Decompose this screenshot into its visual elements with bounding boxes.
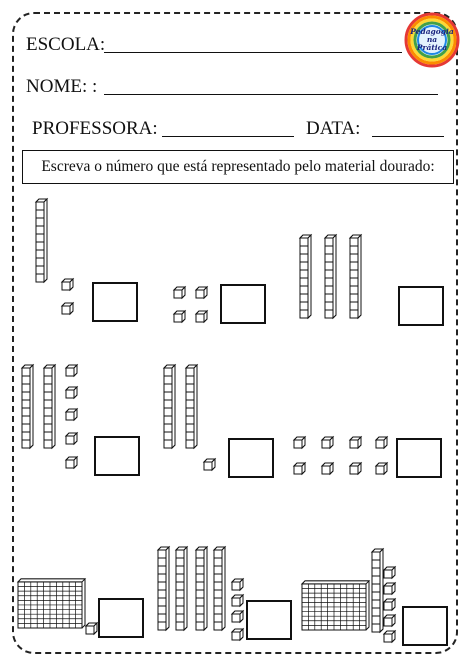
hundred-flat bbox=[302, 581, 369, 630]
unit-cube bbox=[384, 631, 395, 642]
unit-cube bbox=[86, 623, 97, 634]
ten-rod bbox=[300, 235, 311, 318]
ten-rod bbox=[214, 547, 225, 630]
unit-cube bbox=[174, 311, 185, 322]
answer-box-4[interactable] bbox=[94, 436, 140, 476]
exercise-7 bbox=[18, 579, 97, 634]
teacher-label: PROFESSORA: bbox=[32, 118, 158, 139]
hundred-flat bbox=[18, 579, 85, 628]
logo-text-2: na bbox=[426, 35, 438, 44]
unit-cube bbox=[376, 463, 387, 474]
ten-rod bbox=[186, 365, 197, 448]
ten-rod bbox=[372, 549, 383, 632]
logo-text-1: Pedagogia bbox=[410, 27, 454, 36]
answer-box-3[interactable] bbox=[398, 286, 444, 326]
ten-rod bbox=[350, 235, 361, 318]
ten-rod bbox=[176, 547, 187, 630]
unit-cube bbox=[232, 611, 243, 622]
exercise-5 bbox=[164, 365, 215, 470]
unit-cube bbox=[350, 463, 361, 474]
unit-cube bbox=[384, 615, 395, 626]
exercise-8 bbox=[158, 547, 243, 640]
unit-cube bbox=[384, 599, 395, 610]
unit-cube bbox=[62, 279, 73, 290]
exercise-9 bbox=[302, 549, 395, 642]
exercise-2 bbox=[174, 287, 207, 322]
answer-box-5[interactable] bbox=[228, 438, 274, 478]
unit-cube bbox=[384, 567, 395, 578]
ten-rod bbox=[44, 365, 55, 448]
answer-box-7[interactable] bbox=[98, 598, 144, 638]
instruction-box: Escreva o número que está representado pelo material dourado: bbox=[22, 150, 454, 184]
exercise-6 bbox=[294, 437, 387, 474]
answer-box-8[interactable] bbox=[246, 600, 292, 640]
answer-box-1[interactable] bbox=[92, 282, 138, 322]
unit-cube bbox=[322, 437, 333, 448]
ten-rod bbox=[196, 547, 207, 630]
unit-cube bbox=[294, 437, 305, 448]
unit-cube bbox=[376, 437, 387, 448]
unit-cube bbox=[232, 595, 243, 606]
unit-cube bbox=[66, 409, 77, 420]
name-label: NOME: : bbox=[26, 76, 98, 97]
ten-rod bbox=[36, 199, 47, 282]
school-label: ESCOLA: bbox=[26, 34, 106, 55]
unit-cube bbox=[232, 629, 243, 640]
logo-text-3: Prática bbox=[416, 43, 448, 52]
ten-rod bbox=[164, 365, 175, 448]
unit-cube bbox=[294, 463, 305, 474]
ten-rod bbox=[22, 365, 33, 448]
unit-cube bbox=[66, 433, 77, 444]
unit-cube bbox=[322, 463, 333, 474]
unit-cube bbox=[204, 459, 215, 470]
exercise-3 bbox=[300, 235, 361, 318]
unit-cube bbox=[196, 311, 207, 322]
unit-cube bbox=[66, 387, 77, 398]
exercise-1 bbox=[36, 199, 73, 314]
unit-cube bbox=[66, 457, 77, 468]
unit-cube bbox=[196, 287, 207, 298]
unit-cube bbox=[350, 437, 361, 448]
answer-box-6[interactable] bbox=[396, 438, 442, 478]
unit-cube bbox=[384, 583, 395, 594]
unit-cube bbox=[62, 303, 73, 314]
exercise-4 bbox=[22, 365, 77, 468]
ten-rod bbox=[325, 235, 336, 318]
unit-cube bbox=[66, 365, 77, 376]
ten-rod bbox=[158, 547, 169, 630]
date-label: DATA: bbox=[306, 118, 361, 139]
answer-box-2[interactable] bbox=[220, 284, 266, 324]
answer-box-9[interactable] bbox=[402, 606, 448, 646]
unit-cube bbox=[232, 579, 243, 590]
unit-cube bbox=[174, 287, 185, 298]
